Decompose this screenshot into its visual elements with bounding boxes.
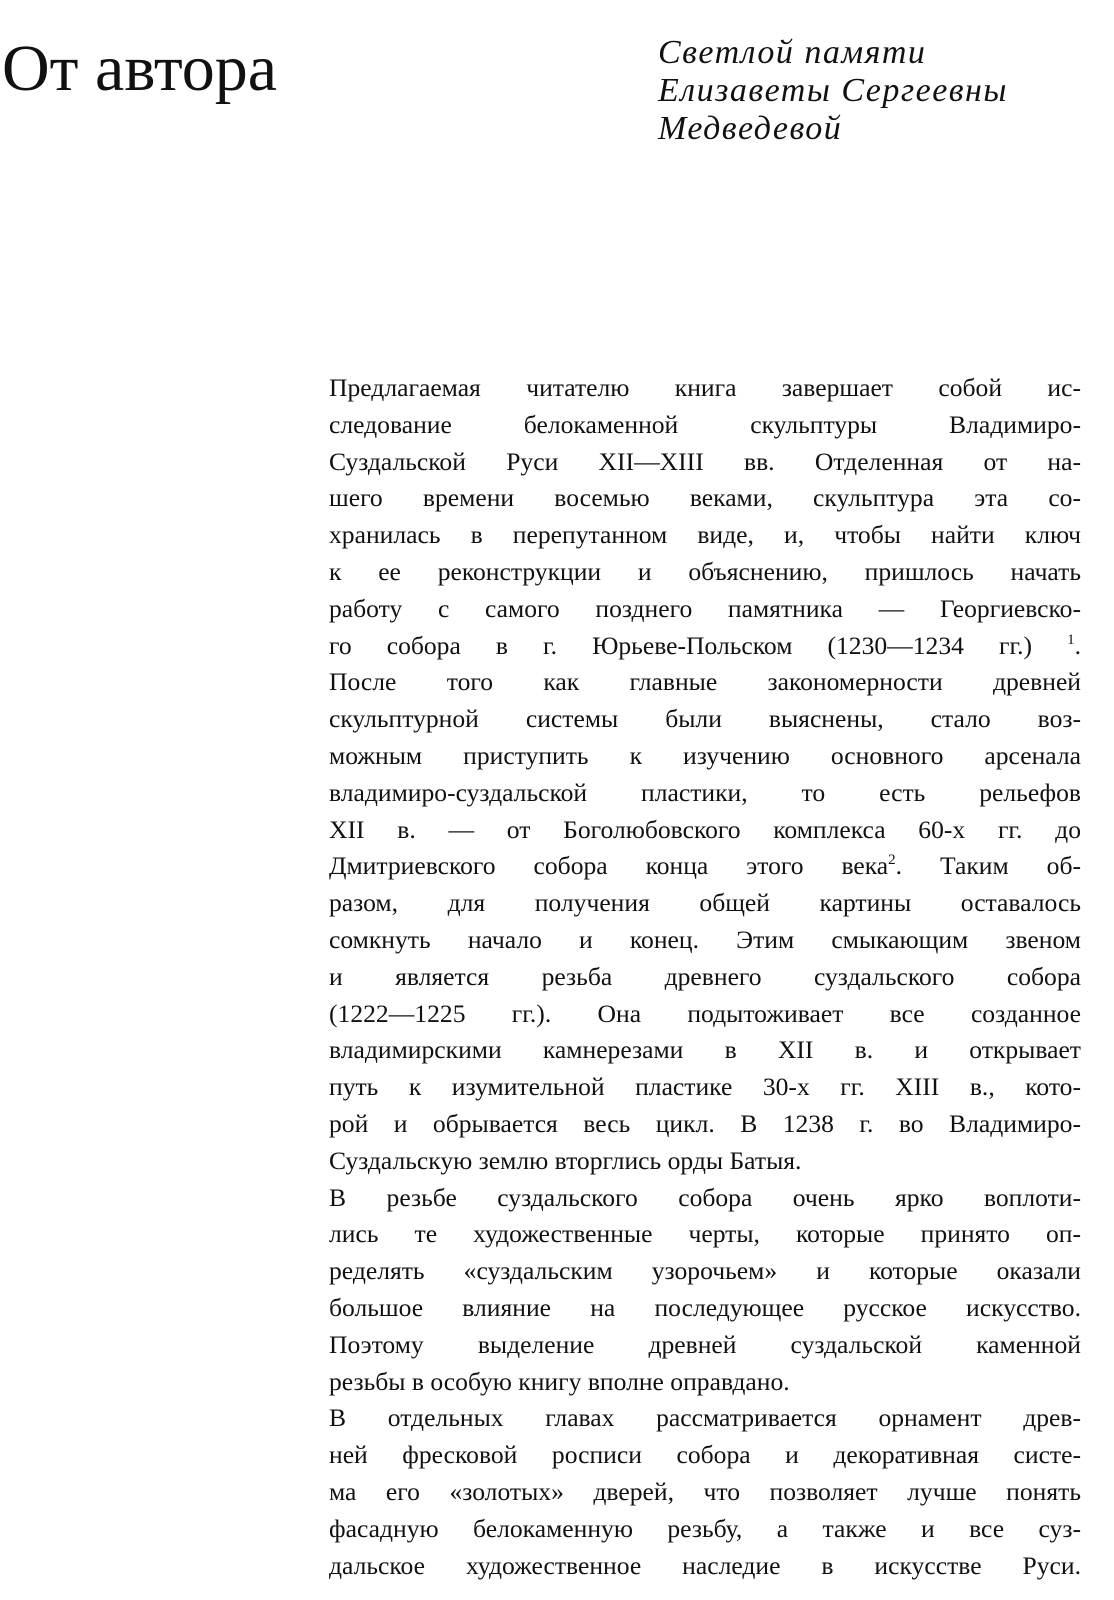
text-line: хранилась в перепутанном виде, и, чтобы найти ключ: [329, 520, 1081, 550]
text-line: ма его «золотых» дверей, что позволяет лучше понять: [329, 1476, 1081, 1506]
dedication-line: Медведевой: [658, 110, 843, 147]
text-line: В отдельных главах рассматривается орнамент древ-: [329, 1403, 1081, 1433]
text-line: Поэтому выделение древней суздальской каменной: [329, 1329, 1081, 1359]
text-line: владимирскими камнерезами в XII в. и открывает: [329, 1035, 1081, 1065]
text-line: сомкнуть начало и конец. Этим смыкающим звеном: [329, 924, 1081, 954]
text-line: (1222—1225 гг.). Она подытоживает все созданное: [329, 998, 1081, 1028]
text-line-with-footnote: [329, 848, 1081, 885]
footnote-marker: 2: [888, 852, 896, 869]
paragraph-2: [329, 1180, 1081, 1401]
text-line: к ее реконструкции и объяснению, пришлось начать: [329, 556, 1081, 586]
text-line: фасадную белокаменную резьбу, а также и все суз-: [329, 1513, 1081, 1543]
text-line: и является резьба древнего суздальского собора: [329, 961, 1081, 991]
text-line: Суздальскую землю вторглись орды Батыя.: [329, 1145, 802, 1175]
text-line: лись те художественные черты, которые принято оп-: [329, 1219, 1081, 1249]
page-title: От автора: [2, 32, 278, 105]
paragraph-3: [329, 1400, 1081, 1584]
body-text: [329, 370, 1081, 1584]
text-segment: . Таким об-: [895, 851, 1081, 881]
text-line: ределять «суздальским узорочьем» и которые оказали: [329, 1256, 1081, 1286]
text-line: Предлагаемая читателю книга завершает собой ис-: [329, 373, 1081, 402]
text-line: После того как главные закономерности древней: [329, 667, 1081, 697]
dedication: [658, 34, 1098, 148]
text-line: большое влияние на последующее русское искусство.: [329, 1292, 1081, 1322]
text-line: резьбы в особую книгу вполне оправдано.: [329, 1366, 790, 1396]
text-line: следование белокаменной скульптуры Владимиро-: [329, 409, 1081, 439]
text-line: шего времени восемью веками, скульптура эта со-: [329, 483, 1081, 513]
text-line: рой и обрывается весь цикл. В 1238 г. во Владимиро-: [329, 1108, 1081, 1138]
text-segment: го собора в г. Юрьеве-Польском (1230—1234 гг.): [329, 630, 1033, 660]
text-line-with-footnote: [329, 628, 1081, 665]
text-line: можным приступить к изучению основного арсенала: [329, 740, 1081, 770]
text-line: владимиро-суздальской пластики, то есть рельефов: [329, 777, 1081, 807]
text-line: работу с самого позднего памятника — Георгиевско-: [329, 593, 1081, 623]
dedication-line: Светлой памяти: [658, 34, 927, 71]
footnote-marker: 1: [1067, 631, 1075, 648]
text-line: XII в. — от Боголюбовского комплекса 60-х гг. до: [329, 814, 1081, 844]
text-line: ней фресковой росписи собора и декоративная систе-: [329, 1440, 1081, 1470]
dedication-line: Елизаветы Сергеевны: [658, 72, 1008, 109]
text-line: разом, для получения общей картины оставалось: [329, 888, 1081, 918]
text-segment: Дмитриевского собора конца этого века: [329, 851, 889, 881]
text-line: В резьбе суздальского собора очень ярко воплоти-: [329, 1182, 1081, 1212]
text-line: путь к изумительной пластике 30-х гг. XIII в., кото-: [329, 1072, 1081, 1102]
text-line: Суздальской Руси XII—XIII вв. Отделенная от на-: [329, 446, 1081, 476]
text-segment: .: [1074, 630, 1081, 660]
paragraph-1: [329, 370, 1081, 1180]
text-line: скульптурной системы были выяснены, стало воз-: [329, 704, 1081, 734]
text-line: дальское художественное наследие в искусстве Руси.: [329, 1550, 1081, 1580]
